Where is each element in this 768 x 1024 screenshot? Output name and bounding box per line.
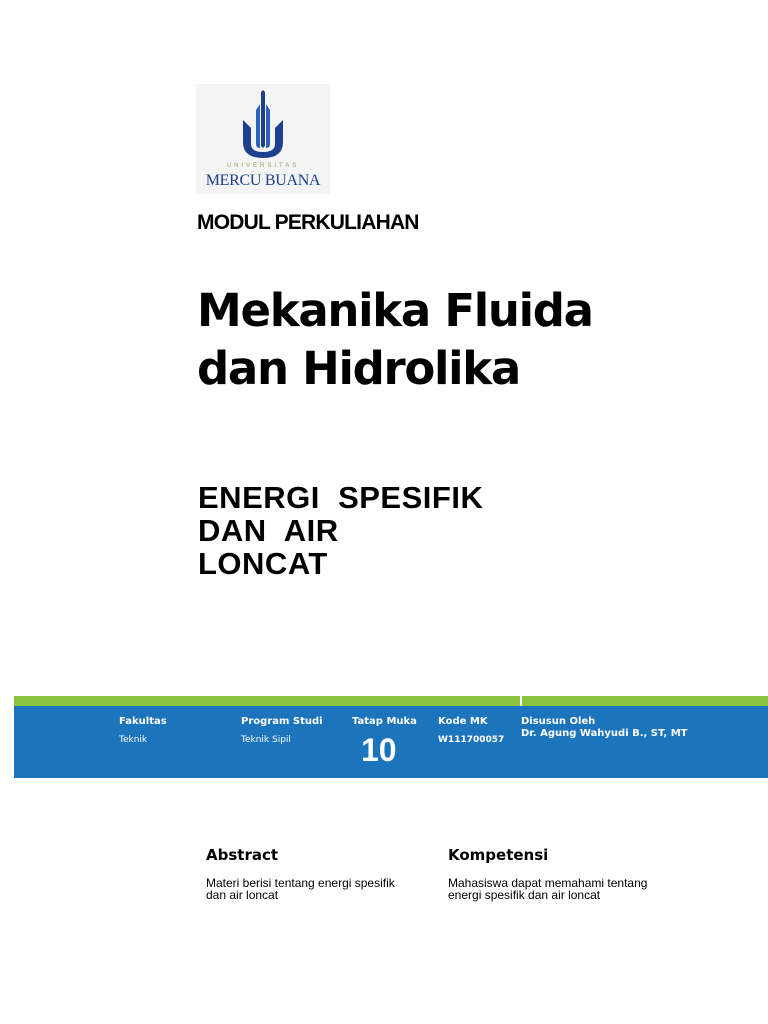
tatap-muka-value: 10 — [361, 732, 397, 768]
tatap-muka-label: Tatap Muka — [352, 716, 417, 727]
info-band-green-stripe — [14, 696, 768, 706]
abstract-line-1: Materi berisi tentang energi spesifik — [206, 876, 395, 890]
author-name: Dr. Agung Wahyudi B., ST, MT — [521, 728, 688, 739]
topic-line-3: LONCAT — [198, 546, 328, 581]
logo-university-name: MERCU BUANA — [205, 172, 321, 189]
kompetensi-heading: Kompetensi — [448, 846, 549, 864]
abstract-text — [206, 877, 436, 901]
program-studi-value: Teknik Sipil — [241, 735, 291, 745]
fakultas-label: Fakultas — [119, 716, 167, 727]
program-studi-label: Program Studi — [241, 716, 323, 727]
mercu-buana-emblem-icon — [241, 90, 285, 160]
course-title — [197, 282, 593, 398]
kode-mk-value: W111700057 — [438, 735, 505, 745]
fakultas-value: Teknik — [119, 735, 148, 745]
disusun-oleh-label: Disusun Oleh — [521, 716, 596, 727]
course-title-line-1: Mekanika Fluida — [197, 284, 593, 337]
logo-small-text: UNIVERSITAS — [226, 163, 300, 169]
topic-title — [198, 481, 483, 580]
kode-mk-label: Kode MK — [438, 716, 488, 727]
topic-line-1: ENERGI SPESIFIK — [198, 480, 484, 515]
kompetensi-line-1: Mahasiswa dapat memahami tentang — [448, 876, 648, 890]
course-title-line-2: dan Hidrolika — [197, 342, 520, 395]
abstract-line-2: dan air loncat — [206, 888, 279, 902]
module-heading: MODUL PERKULIAHAN — [197, 211, 419, 234]
abstract-heading: Abstract — [206, 846, 279, 864]
info-band — [14, 706, 768, 778]
kompetensi-text — [448, 877, 678, 901]
topic-line-2: DAN AIR — [198, 513, 339, 548]
kompetensi-line-2: energi spesifik dan air loncat — [448, 888, 601, 902]
university-logo — [196, 84, 330, 194]
